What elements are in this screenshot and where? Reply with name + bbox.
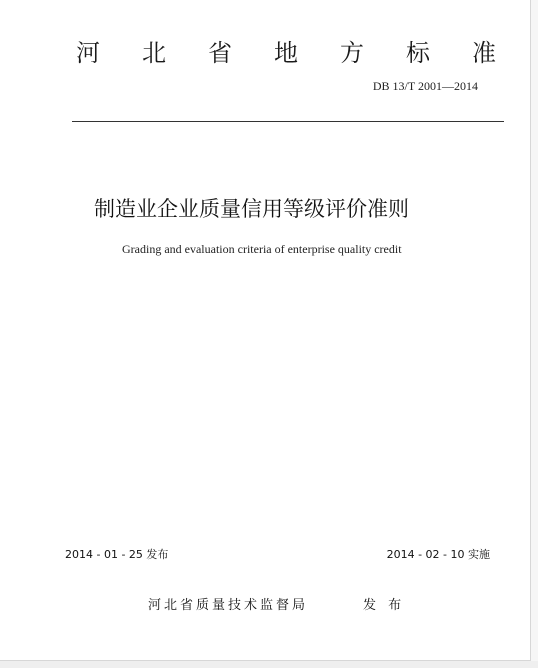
header-char: 标 <box>406 38 430 67</box>
header-divider <box>72 121 504 122</box>
standard-header <box>74 32 498 68</box>
right-scroll-area[interactable] <box>531 0 538 661</box>
bottom-scroll-area[interactable] <box>0 661 538 668</box>
header-char: 准 <box>472 38 496 67</box>
header-char: 省 <box>208 38 232 67</box>
header-char: 河 <box>76 38 100 67</box>
header-char: 方 <box>340 38 364 67</box>
header-char: 北 <box>142 38 166 67</box>
english-title: Grading and evaluation criteria of enterprise quality credit <box>122 242 402 256</box>
document-number: DB 13/T 2001—2014 <box>372 79 478 93</box>
header-char: 地 <box>274 38 298 67</box>
publisher-name: 河北省质量技术监督局 <box>148 598 309 613</box>
chinese-title: 制造业企业质量信用等级评价准则 <box>94 197 409 221</box>
issue-date: 2014 - 01 - 25 发布 <box>65 548 169 561</box>
publish-label: 发 布 <box>363 598 406 613</box>
implementation-date: 2014 - 02 - 10 实施 <box>386 548 490 561</box>
